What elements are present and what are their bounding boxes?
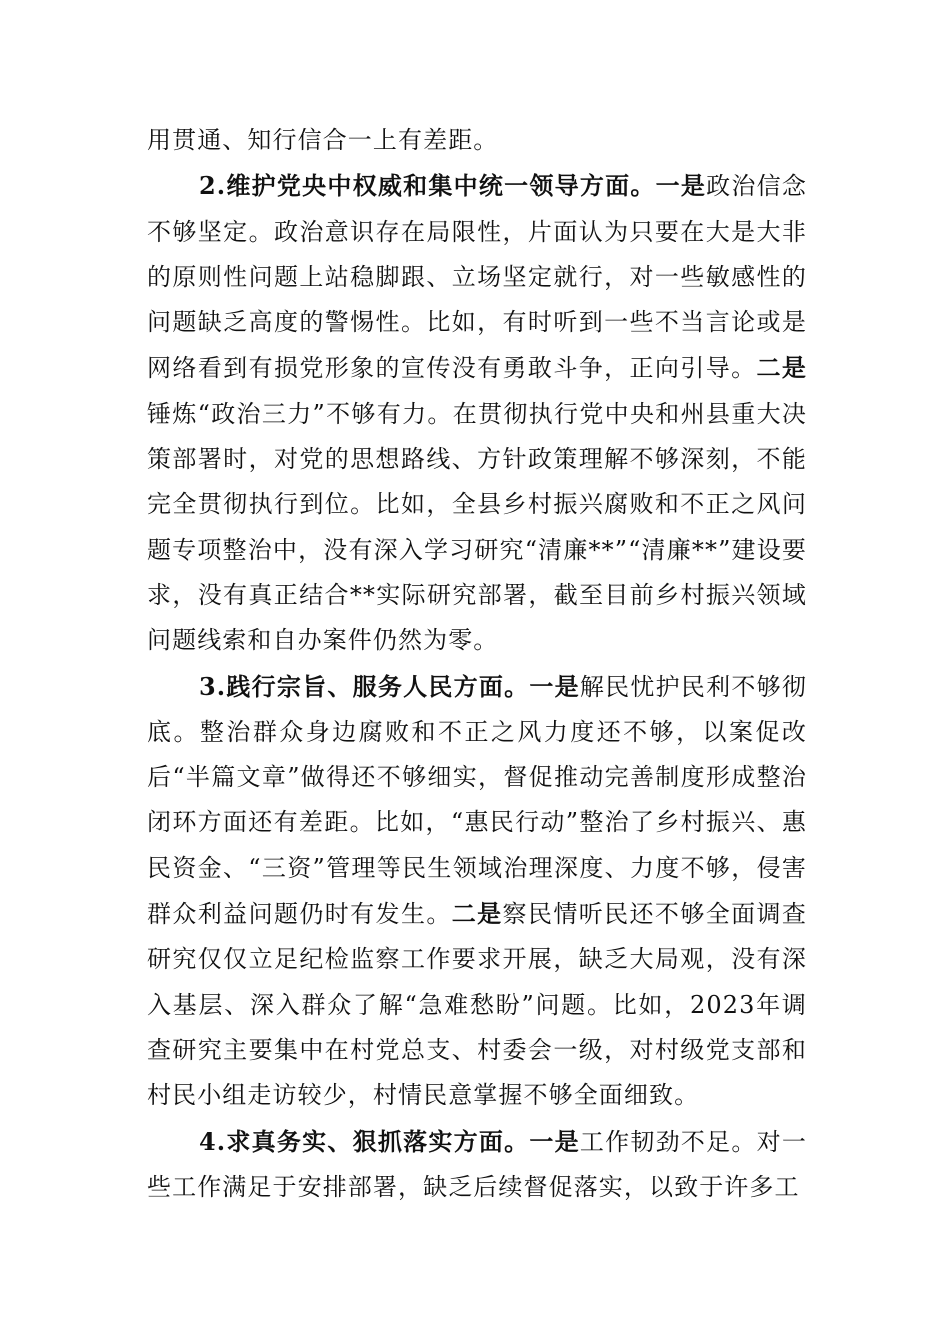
section-heading-3: 3.践行宗旨、服务人民方面。一是 <box>199 671 580 701</box>
paragraph-serve-people <box>147 664 807 1119</box>
document-page <box>147 118 807 1210</box>
paragraph-continuation <box>147 118 807 163</box>
section-heading-2: 2.维护党央中权威和集中统一领导方面。一是 <box>199 171 707 201</box>
text-run: 政治信念不够坚定。政治意识存在局限性，片面认为只要在大是大非的原则性问题上站稳脚跟、立场坚定就行，对一些敏感性的问题缺乏高度的警惕性。比如，有时听到一些不当言论或是网络看到有损党形象的宣传没有勇敢斗争，正向引导。 <box>147 172 808 383</box>
point-label-second: 二是 <box>451 899 503 929</box>
text-run: 用贯通、知行信合一上有差距。 <box>147 126 499 154</box>
point-label-second: 二是 <box>756 353 807 383</box>
text-run: 解民忧护民利不够彻底。整治群众身边腐败和不正之风力度还不够，以案促改后“半篇文章”做得还不够细实，督促推动完善制度形成整治闭环方面还有差距。比如，“惠民行动”整治了乡村振兴、惠民资金、“三资”管理等民生领域治理深度、力度不够，侵害群众利益问题仍时有发生。 <box>147 672 808 929</box>
paragraph-party-central-authority <box>147 163 807 663</box>
text-run: 工作韧劲不足。对一些工作满足于安排部署，缺乏后续督促落实，以致于许多工 <box>147 1127 808 1201</box>
text-run: 察民情听民还不够全面调查研究仅仅立足纪检监察工作要求开展，缺乏大局观，没有深入基层、深入群众了解“急难愁盼”问题。比如，2023年调查研究主要集中在村党总支、村委会一级，对村级党支部和村民小组走访较少，村情民意掌握不够全面细致。 <box>147 900 807 1110</box>
text-run: 锤炼“政治三力”不够有力。在贯彻执行党中央和州县重大决策部署时，对党的思想路线、方针政策理解不够深刻，不能完全贯彻执行到位。比如，全县乡村振兴腐败和不正之风问题专项整治中，没有深入学习研究“清廉**”“清廉**”建设要求，没有真正结合**实际研究部署，截至目前乡村振兴领域问题线索和自办案件仍然为零。 <box>147 399 807 655</box>
paragraph-pragmatic-implementation <box>147 1119 807 1211</box>
section-heading-4: 4.求真务实、狠抓落实方面。一是 <box>199 1126 580 1156</box>
